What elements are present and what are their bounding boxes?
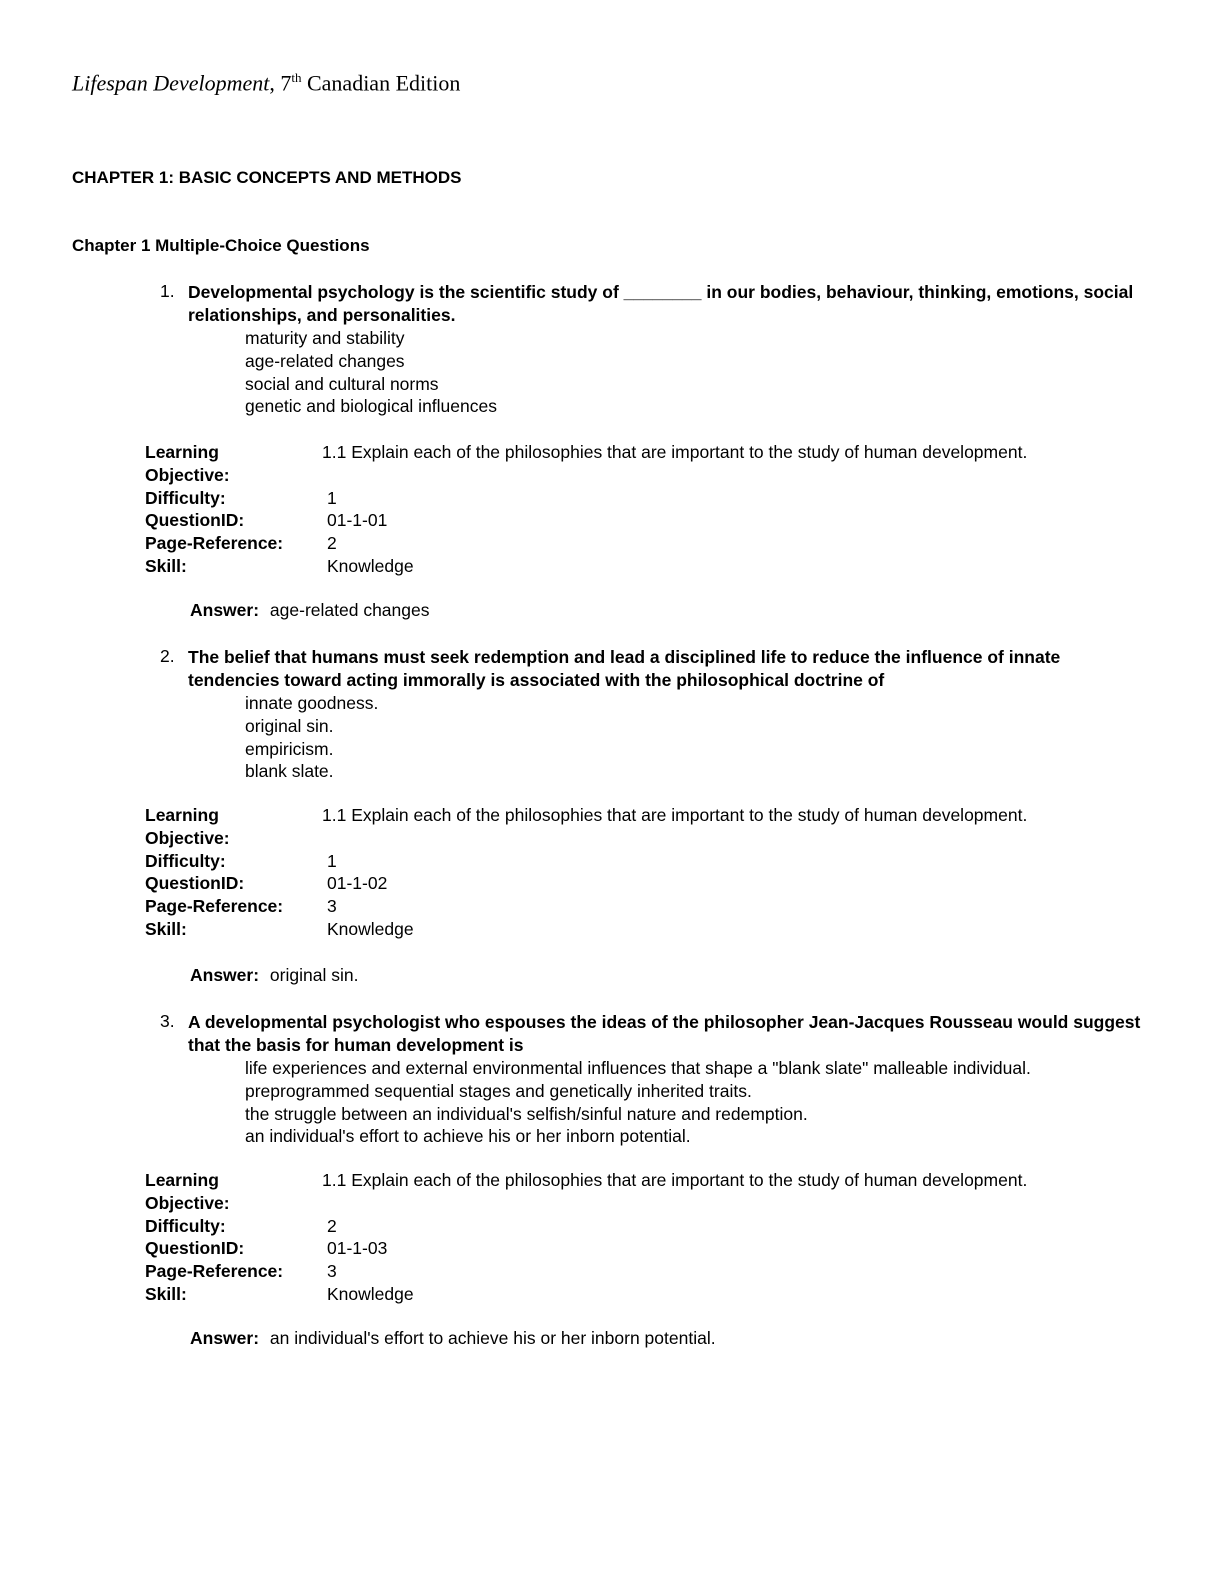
skill-value: Knowledge [327, 555, 414, 576]
answer-value: an individual's effort to achieve his or her inborn potential. [269, 1328, 716, 1348]
option: preprogrammed sequential stages and genetically inherited traits. [245, 1080, 752, 1101]
answer-options [245, 327, 497, 418]
option: life experiences and external environmental influences that shape a "blank slate" malleable individual. [245, 1058, 1031, 1078]
page-reference-label: Page-Reference: [145, 1261, 284, 1282]
edition-text: Canadian Edition [306, 70, 461, 96]
question-stem: The belief that humans must seek redemption and lead a disciplined life to reduce the influence of innate tendencies toward acting immorally is associated with the philosophical doctrine of [188, 647, 1061, 690]
question-metadata [145, 804, 1145, 941]
question-id-label: QuestionID: [145, 873, 245, 894]
skill-label: Skill: [145, 555, 187, 576]
option: social and cultural norms [245, 373, 439, 394]
chapter-title: CHAPTER 1: BASIC CONCEPTS AND METHODS [72, 168, 462, 187]
page-reference-value: 2 [327, 533, 337, 554]
question-id-value: 01-1-03 [327, 1238, 388, 1259]
answer-value: original sin. [269, 965, 359, 985]
option: an individual's effort to achieve his or her inborn potential. [245, 1126, 691, 1147]
page-reference-value: 3 [327, 896, 337, 917]
option: original sin. [245, 715, 334, 736]
answer-options [245, 1057, 1031, 1148]
answer-line [190, 1328, 716, 1349]
page-reference-value: 3 [327, 1261, 337, 1282]
learning-objective-label: Learning Objective: [145, 805, 230, 848]
question-metadata [145, 441, 1145, 578]
difficulty-value: 1 [327, 487, 337, 508]
edition-number: 7 [280, 70, 292, 96]
skill-label: Skill: [145, 1283, 187, 1304]
difficulty-label: Difficulty: [145, 487, 226, 508]
skill-value: Knowledge [327, 918, 414, 939]
answer-label: Answer: [190, 1328, 260, 1348]
learning-objective-value: 1.1 Explain each of the philosophies that are important to the study of human development. [322, 1170, 1028, 1190]
page-reference-label: Page-Reference: [145, 896, 284, 917]
section-title: Chapter 1 Multiple-Choice Questions [72, 236, 370, 255]
option: blank slate. [245, 761, 334, 782]
answer-line [190, 965, 358, 986]
option: innate goodness. [245, 693, 379, 713]
option: genetic and biological influences [245, 396, 497, 417]
question-number: 2. [160, 646, 175, 666]
skill-label: Skill: [145, 918, 187, 939]
question-metadata [145, 1169, 1145, 1306]
learning-objective-value: 1.1 Explain each of the philosophies that are important to the study of human development. [322, 805, 1028, 825]
difficulty-value: 1 [327, 850, 337, 871]
learning-objective-value: 1.1 Explain each of the philosophies that are important to the study of human development. [322, 442, 1028, 462]
question-id-label: QuestionID: [145, 510, 245, 531]
learning-objective-label: Learning Objective: [145, 442, 230, 485]
question-id-value: 01-1-02 [327, 873, 388, 894]
learning-objective-label: Learning Objective: [145, 1170, 230, 1213]
option: empiricism. [245, 738, 334, 759]
option: maturity and stability [245, 328, 405, 348]
answer-line [190, 600, 429, 621]
question-id-value: 01-1-01 [327, 510, 388, 531]
difficulty-label: Difficulty: [145, 1215, 226, 1236]
option: age-related changes [245, 350, 405, 371]
question-stem: Developmental psychology is the scientific study of ________ in our bodies, behaviour, thinking, emotions, social relationships, and personalities. [188, 282, 1134, 325]
book-header: Lifespan Development, 7th Canadian Edition [72, 70, 461, 96]
answer-label: Answer: [190, 965, 260, 985]
page-reference-label: Page-Reference: [145, 533, 284, 554]
answer-value: age-related changes [269, 600, 430, 620]
answer-options [245, 692, 378, 783]
difficulty-label: Difficulty: [145, 850, 226, 871]
question-number: 1. [160, 281, 175, 301]
question-stem: A developmental psychologist who espouses the ideas of the philosopher Jean-Jacques Rousseau would suggest that the basis for human development is [188, 1012, 1141, 1055]
difficulty-value: 2 [327, 1215, 337, 1236]
edition-suffix: th [291, 70, 302, 85]
question-id-label: QuestionID: [145, 1238, 245, 1259]
option: the struggle between an individual's selfish/sinful nature and redemption. [245, 1103, 808, 1124]
answer-label: Answer: [190, 600, 260, 620]
book-title: Lifespan Development [72, 70, 270, 96]
question-number: 3. [160, 1011, 175, 1031]
skill-value: Knowledge [327, 1283, 414, 1304]
